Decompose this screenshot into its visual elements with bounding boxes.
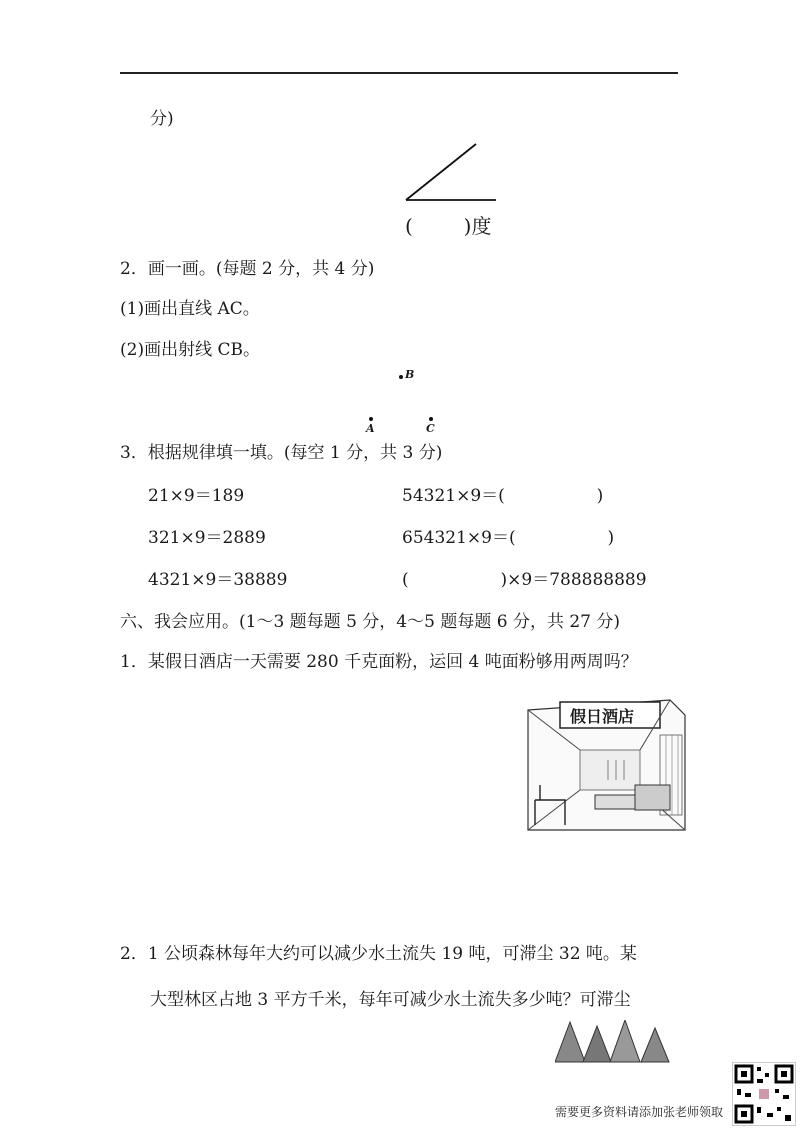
- point-a-label: A: [366, 422, 375, 435]
- q2-title: 2．画一画。(每题 2 分，共 4 分): [120, 259, 375, 279]
- q3-left-2: 321×9＝2889: [148, 528, 266, 548]
- q2-item-1: (1)画出直线 AC。: [120, 299, 260, 319]
- qr-code: [732, 1062, 796, 1126]
- angle-answer-blank: ( )度: [405, 214, 492, 238]
- point-b-label: B: [405, 368, 415, 381]
- top-rule: [120, 72, 678, 74]
- q3-right-3: ( )×9＝788888889: [402, 570, 647, 590]
- angle-figure: [400, 140, 500, 205]
- q3-right-2: 654321×9＝( ): [402, 528, 615, 548]
- q2-item-2: (2)画出射线 CB。: [120, 340, 260, 360]
- s6-q1: 1．某假日酒店一天需要 280 千克面粉，运回 4 吨面粉够用两周吗？: [120, 652, 638, 672]
- forest-illustration: [555, 1020, 675, 1065]
- s6-q2-line2: 大型林区占地 3 平方千米，每年可减少水土流失多少吨？可滞尘: [150, 990, 631, 1010]
- hotel-illustration: [520, 690, 700, 840]
- section6-title: 六、我会应用。(1～3 题每题 5 分，4～5 题每题 6 分，共 27 分): [120, 612, 621, 632]
- q3-left-3: 4321×9＝38889: [148, 570, 288, 590]
- q3-title: 3．根据规律填一填。(每空 1 分，共 3 分): [120, 443, 443, 463]
- point-c-dot: [429, 417, 433, 421]
- hotel-sign: 假日酒店: [570, 707, 635, 726]
- q3-right-1: 54321×9＝( ): [402, 486, 604, 506]
- q3-left-1: 21×9＝189: [148, 486, 245, 506]
- point-a-dot: [369, 417, 373, 421]
- prev-question-fragment: 分): [150, 109, 174, 129]
- s6-q2-line1: 2．1 公顷森林每年大约可以减少水土流失 19 吨，可滞尘 32 吨。某: [120, 944, 637, 964]
- point-b-dot: [399, 375, 403, 379]
- qr-pattern: [733, 1063, 795, 1125]
- point-c-label: C: [426, 422, 435, 435]
- footer-note: 需要更多资料请添加张老师领取: [555, 1105, 724, 1119]
